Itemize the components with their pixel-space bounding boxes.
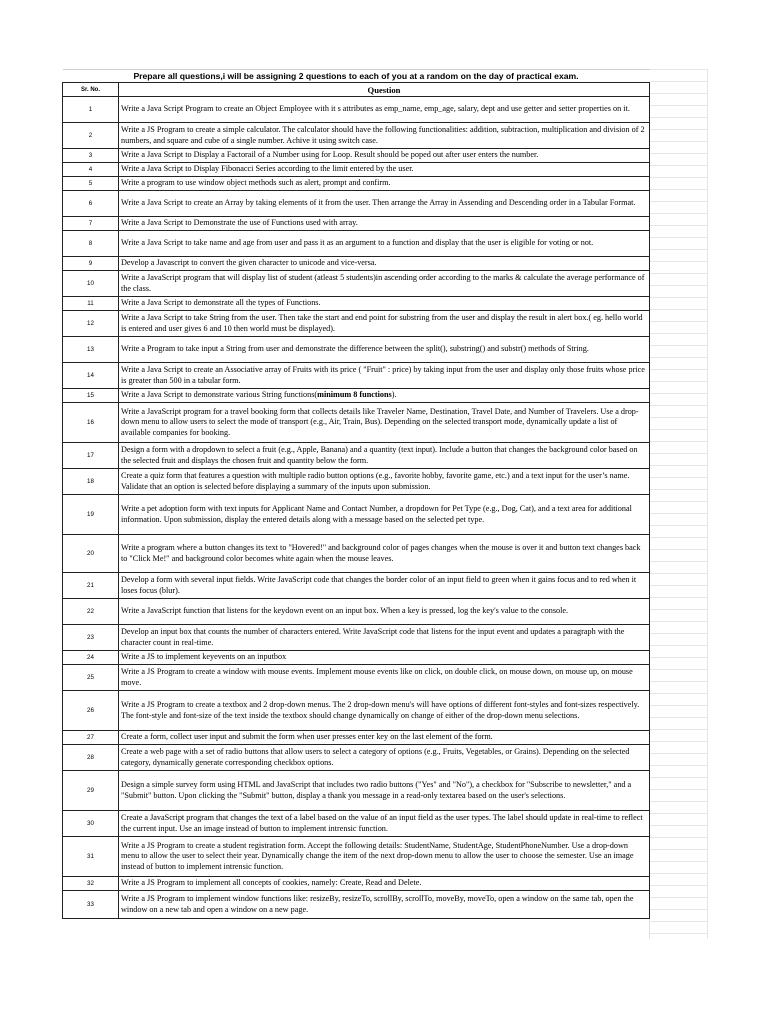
table-row [63, 297, 650, 311]
question-text: Develop a Javascript to convert the given character to unicode and vice-versa. [119, 257, 650, 271]
question-text: Create a form, collect user input and submit the form when user presses enter key on the last element of the form. [119, 731, 650, 745]
table-row [63, 389, 650, 403]
table-row [63, 177, 650, 191]
row-number: 31 [63, 837, 119, 877]
table-row [63, 495, 650, 535]
row-number: 13 [63, 337, 119, 363]
question-text: Write a JS Program to create a student registration form. Accept the following details: StudentName, StudentAge, StudentPhoneNumber. Use a drop-down menu to allow the user to select their year. Dynamically change the item of the next drop-down menu to allow the user to choose the semester. Use an image instead of button to implement intrensic function. [119, 837, 650, 877]
question-text: Create a JavaScript program that changes the text of a label based on the value of an input field as the user types. The label should update in real-time to reflect the current input. Use an image instead of button to implement intrensic function. [119, 811, 650, 837]
question-text [119, 389, 650, 403]
table-row [63, 217, 650, 231]
table-row [63, 573, 650, 599]
table-row [63, 123, 650, 149]
table-row [63, 745, 650, 771]
row-number: 20 [63, 535, 119, 573]
row-number: 16 [63, 403, 119, 443]
question-text: Develop an input box that counts the number of characters entered. Write JavaScript code that listens for the input event and updates a paragraph with the character count in real-time. [119, 625, 650, 651]
row-number: 19 [63, 495, 119, 535]
row-number: 30 [63, 811, 119, 837]
table-row [63, 363, 650, 389]
question-text: Write a JS Program to create a textbox and 2 drop-down menus. The 2 drop-down menu's will have options of different font-styles and font-sizes respectively. The font-style and font-size of the text inside the textbox should change dynamically on change of either of the drop-down menu selections. [119, 691, 650, 731]
table-row [63, 625, 650, 651]
question-text: Write a JS Program to implement window functions like: resizeBy, resizeTo, scrollBy, scrollTo, moveBy, moveTo, open a window on the same tab, open the window on a new tab and open a window on a new page. [119, 891, 650, 919]
question-text: Write a Java Script to Display a Factorail of a Number using for Loop. Result should be poped out after user enters the number. [119, 149, 650, 163]
table-row [63, 97, 650, 123]
question-text-emphasis: minimum 8 functions [317, 390, 392, 400]
table-row [63, 403, 650, 443]
table-row [63, 231, 650, 257]
question-text: Write a Java Script Program to create an Object Employee with it s attributes as emp_name, emp_age, salary, dept and use getter and setter properties on it. [119, 97, 650, 123]
question-text: Create a quiz form that features a question with multiple radio button options (e.g., favorite hobby, favorite game, etc.) and a text input for the user’s name. Validate that an option is selected before displaying a summary of the inputs upon submission. [119, 469, 650, 495]
table-row [63, 257, 650, 271]
table-row [63, 337, 650, 363]
table-row [63, 191, 650, 217]
question-text: Write a Java Script to Demonstrate the use of Functions used with array. [119, 217, 650, 231]
row-number: 3 [63, 149, 119, 163]
row-number: 5 [63, 177, 119, 191]
table-row [63, 443, 650, 469]
table-header-row [63, 83, 650, 97]
row-number: 33 [63, 891, 119, 919]
table-row [63, 535, 650, 573]
row-number: 14 [63, 363, 119, 389]
row-number: 27 [63, 731, 119, 745]
table-row [63, 149, 650, 163]
table-row [63, 469, 650, 495]
question-text: Design a form with a dropdown to select a fruit (e.g., Apple, Banana) and a quantity (text input). Include a button that changes the background color based on the selected fruit and displays the chosen fruit and quantity below the form. [119, 443, 650, 469]
table-row [63, 837, 650, 877]
questions-table [62, 69, 650, 919]
table-row [63, 811, 650, 837]
practical-questions-sheet [62, 69, 706, 919]
sr-no-header: Sr. No. [63, 83, 119, 97]
table-row [63, 665, 650, 691]
sheet-title-row [63, 70, 650, 83]
row-number: 22 [63, 599, 119, 625]
question-header: Question [119, 83, 650, 97]
question-text: Develop a form with several input fields. Write JavaScript code that changes the border color of an input field to green when it gains focus and to red when it loses focus (blur). [119, 573, 650, 599]
question-text: Write a Java Script to take name and age from user and pass it as an argument to a function and display that the user is eligible for voting or not. [119, 231, 650, 257]
row-number: 23 [63, 625, 119, 651]
row-number: 4 [63, 163, 119, 177]
question-text: Create a web page with a set of radio buttons that allow users to select a category of options (e.g., Fruits, Vegetables, or Grains). Depending on the selected category, dynamically generate corresponding checkbox options. [119, 745, 650, 771]
row-number: 32 [63, 877, 119, 891]
question-text-start: Write a Java Script to demonstrate various String functions( [121, 390, 318, 400]
row-number: 25 [63, 665, 119, 691]
question-text: Write a Java Script to create an Associative array of Fruits with its price ( "Fruit" : price) by taking input from the user and display only those fruits whose price is greater than 500 in a tabular form. [119, 363, 650, 389]
row-number: 29 [63, 771, 119, 811]
question-text: Write a JS to implement keyevents on an inputbox [119, 651, 650, 665]
row-number: 7 [63, 217, 119, 231]
row-number: 9 [63, 257, 119, 271]
question-text: Write a program where a button changes its text to "Hovered!" and background color of pages changes when the mouse is over it and button text changes back to "Click Me!" and background color becomes white again when the mouse leaves. [119, 535, 650, 573]
table-row [63, 877, 650, 891]
question-text: Write a JavaScript function that listens for the keydown event on an input box. When a key is pressed, log the key's value to the console. [119, 599, 650, 625]
question-text: Write a Java Script to create an Array by taking elements of it from the user. Then arrange the Array in Assending and Descending order in a Tabular Format. [119, 191, 650, 217]
question-text: Write a JS Program to create a window with mouse events. Implement mouse events like on click, on double click, on mouse down, on mouse up, on mouse move. [119, 665, 650, 691]
question-text: Write a JS Program to implement all concepts of cookies, namely: Create, Read and Delete. [119, 877, 650, 891]
question-text: Write a JavaScript program for a travel booking form that collects details like Traveler Name, Destination, Travel Date, and Number of Travelers. Use a drop-down menu to allow users to select the mode of transport (e.g., Air, Train, Bus). Depending on the selected transport mode, dynamically update a list of available companies for booking. [119, 403, 650, 443]
table-body [63, 97, 650, 919]
table-row [63, 651, 650, 665]
table-row [63, 311, 650, 337]
table-row [63, 771, 650, 811]
row-number: 28 [63, 745, 119, 771]
row-number: 24 [63, 651, 119, 665]
row-number: 10 [63, 271, 119, 297]
row-number: 21 [63, 573, 119, 599]
question-text: Write a JavaScript program that will display list of student (atleast 5 students)in ascending order according to the marks & calculate the average performance of the class. [119, 271, 650, 297]
row-number: 17 [63, 443, 119, 469]
row-number: 15 [63, 389, 119, 403]
question-text: Write a Java Script to demonstrate all the types of Functions. [119, 297, 650, 311]
table-row [63, 271, 650, 297]
question-text-end: ). [391, 390, 397, 400]
table-row [63, 731, 650, 745]
question-text: Write a JS Program to create a simple calculator. The calculator should have the following functionalities: addition, subtraction, multiplication and division of 2 numbers, and square and cube of a single number. Achive it using switch case. [119, 123, 650, 149]
table-row [63, 163, 650, 177]
row-number: 12 [63, 311, 119, 337]
table-row [63, 599, 650, 625]
question-text: Write a Java Script to take String from the user. Then take the start and end point for substring from the user and display the result in alert box.( eg. hello world is entered and user gives 6 and 10 then world must be displayed). [119, 311, 650, 337]
row-number: 8 [63, 231, 119, 257]
question-text: Write a Java Script to Display Fibonacci Series according to the limit entered by the user. [119, 163, 650, 177]
table-row [63, 891, 650, 919]
row-number: 11 [63, 297, 119, 311]
row-number: 1 [63, 97, 119, 123]
question-text: Write a pet adoption form with text inputs for Applicant Name and Contact Number, a dropdown for Pet Type (e.g., Dog, Cat), and a text area for additional information. Upon submission, display the entered details along with a message based on the selected pet type. [119, 495, 650, 535]
question-text: Write a program to use window object methods such as alert, prompt and confirm. [119, 177, 650, 191]
row-number: 18 [63, 469, 119, 495]
row-number: 6 [63, 191, 119, 217]
row-number: 26 [63, 691, 119, 731]
question-text: Design a simple survey form using HTML and JavaScript that includes two radio buttons ("Yes" and "No"), a checkbox for "Subscribe to newsletter," and a "Submit" button. Upon clicking the "Submit" button, display a thank you message in a read-only textarea based on the user's selections. [119, 771, 650, 811]
row-number: 2 [63, 123, 119, 149]
question-text: Write a Program to take input a String from user and demonstrate the difference between the split(), substring() and substr() methods of String. [119, 337, 650, 363]
sheet-title: Prepare all questions,i will be assigning 2 questions to each of you at a random on the day of practical exam. [63, 70, 650, 83]
table-row [63, 691, 650, 731]
